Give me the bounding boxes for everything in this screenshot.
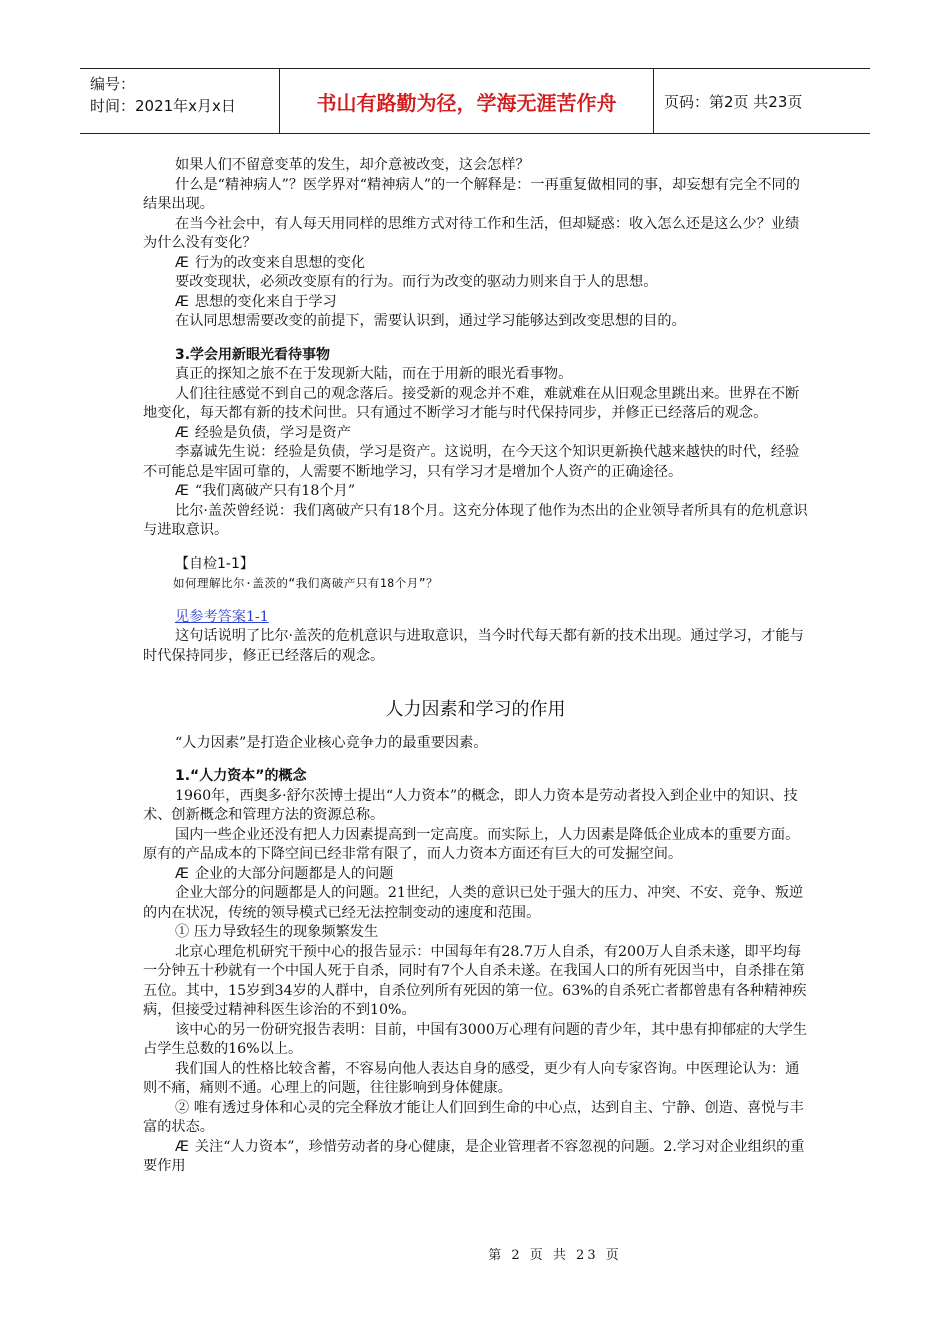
bullet-icon: Æ [175,424,189,441]
answer-link[interactable]: 见参考答案1-1 [175,608,269,625]
bullet-icon: Æ [175,293,189,310]
paragraph: 国内一些企业还没有把人力因素提高到一定高度。而实际上，人力因素是降低企业成本的重要方面。原有的产品成本的下降空间已经非常有限了，而人力资本方面还有巨大的可发掘空间。 [143,826,800,862]
paragraph: 1960年，西奥多·舒尔茨博士提出“人力资本”的概念，即人力资本是劳动者投入到企业中的知识、技术、创新概念和管理方法的资源总称。 [143,787,798,823]
selfcheck-question: 如何理解比尔·盖茨的“我们离破产只有18个月”？ [173,576,439,590]
bullet-text: 思想的变化来自于学习 [194,293,337,310]
paragraph: 我们国人的性格比较含蓄，不容易向他人表达自身的感受，更少有人向专家咨询。中医理论认为：通则不痛，痛则不通。心理上的问题，往往影响到身体健康。 [143,1060,800,1096]
paragraph: 在认同思想需要改变的前提下，需要认识到，通过学习能够达到改变思想的目的。 [175,313,686,329]
header-motto: 书山有路勤为径，学海无涯苦作舟 [280,69,654,133]
bullet-item [143,1138,808,1177]
paragraph: 在当今社会中，有人每天用同样的思维方式对待工作和生活，但却疑惑：收入怎么还是这么少？业绩为什么没有变化？ [143,215,800,251]
paragraph: 比尔·盖茨曾经说：我们离破产只有18个月。这充分体现了他作为杰出的企业领导者所具有的危机意识与进取意识。 [143,502,808,538]
bullet-icon: Æ [175,254,189,271]
paragraph: 如果人们不留意变革的发生，却介意被改变，这会怎样？ [175,157,530,173]
bullet-item [143,424,808,444]
document-header [80,68,870,134]
bullet-icon: Æ [175,1138,189,1155]
bullet-text: 企业的大部分问题都是人的问题 [194,865,394,882]
bullet-icon: Æ [175,865,189,882]
footer-page-number: 第 2 页 共 23 页 [488,1248,622,1263]
bullet-text: “我们离破产只有18个月” [194,483,356,499]
section-heading: 1.“人力资本”的概念 [175,768,307,784]
paragraph: 该中心的另一份研究报告表明：目前，中国有3000万心理有问题的青少年，其中患有抑郁症的大学生占学生总数的16%以上。 [143,1021,807,1057]
bullet-icon: Æ [175,483,189,499]
bullet-item [143,482,808,502]
header-page-info: 页码：第2页 共23页 [664,92,803,111]
paragraph: 真正的探知之旅不在于发现新大陆，而在于用新的眼光看事物。 [175,366,573,382]
paragraph: 人们往往感觉不到自己的观念落后。接受新的观念并不难，难就难在从旧观念里跳出来。世界在不断地变化，每天都有新的技术问世。只有通过不断学习才能与时代保持同步，并修正已经落后的观念。 [143,385,800,421]
paragraph: “人力因素”是打造企业核心竞争力的最重要因素。 [175,734,488,751]
bullet-item [143,865,808,885]
paragraph: 什么是“精神病人”？医学界对“精神病人”的一个解释是：一再重复做相同的事，却妄想有完全不同的结果出现。 [143,176,800,212]
paragraph: 企业大部分的问题都是人的问题。21世纪，人类的意识已处于强大的压力、冲突、不安、竞争、叛逆的内在状况，传统的领导模式已经无法控制变动的速度和范围。 [143,885,804,921]
date-label: 时间：2021年x月x日 [90,97,236,115]
header-meta [80,69,280,133]
bullet-item [143,293,808,313]
paragraph: 这句话说明了比尔·盖茨的危机意识与进取意识，当今时代每天都有新的技术出现。通过学习，才能与时代保持同步，修正已经落后的观念。 [143,628,804,664]
bullet-item [143,254,808,274]
numbered-item: ① 压力导致轻生的现象频繁发生 [175,924,379,940]
number-label: 编号： [90,75,136,93]
selfcheck-label: 【自检1-1】 [175,555,254,572]
bullet-text: 经验是负债，学习是资产 [194,424,351,441]
paragraph: 李嘉诚先生说：经验是负债，学习是资产。这说明，在今天这个知识更新换代越来越快的时代，经验不可能总是牢固可靠的，人需要不断地学习，只有学习才是增加个人资产的正确途径。 [143,444,800,480]
document-body [143,156,808,1177]
bullet-text: 关注“人力资本”，珍惜劳动者的身心健康，是企业管理者不容忽视的问题。2.学习对企业组织的重要作用 [143,1138,805,1174]
paragraph: 要改变现状，必须改变原有的行为。而行为改变的驱动力则来自于人的思想。 [175,274,658,290]
section-title: 人力因素和学习的作用 [385,699,566,720]
section-heading: 3.学会用新眼光看待事物 [175,346,331,363]
paragraph: 北京心理危机研究干预中心的报告显示：中国每年有28.7万人自杀，有200万人自杀未遂，即平均每一分钟五十秒就有一个中国人死于自杀，同时有7个人自杀未遂。在我国人口的所有死因当中，自杀排在第五位。其中，15岁到34岁的人群中，自杀位列所有死因的第一位。63%的自杀死亡者都曾患有各种精神疾病，但接受过精神科医生诊治的不到10%。 [143,943,807,1018]
page-footer [0,1244,950,1263]
numbered-item: ② 唯有透过身体和心灵的完全释放才能让人们回到生命的中心点，达到自主、宁静、创造、喜悦与丰富的状态。 [143,1099,804,1135]
bullet-text: 行为的改变来自思想的变化 [194,254,366,271]
